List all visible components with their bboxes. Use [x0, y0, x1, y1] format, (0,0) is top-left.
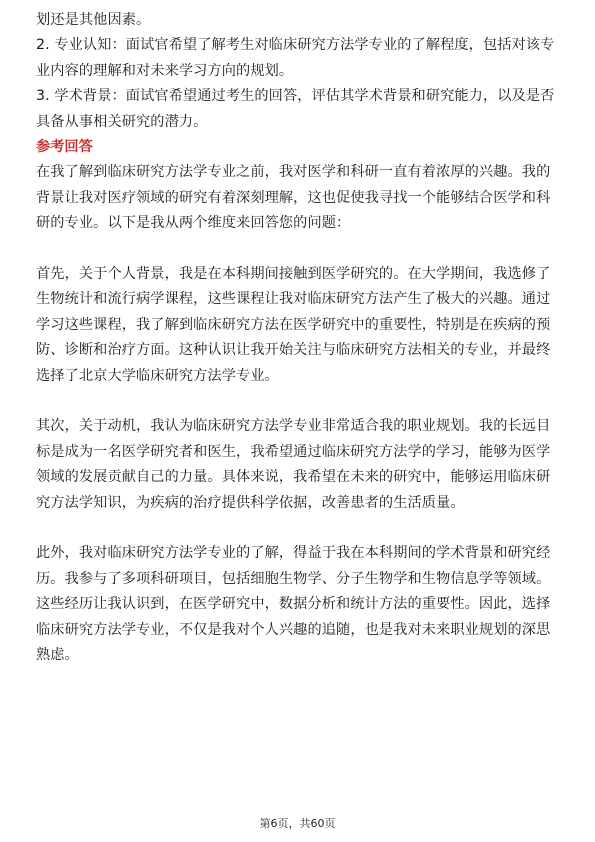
document-body	[36, 8, 560, 669]
answer-heading: 参考回答	[36, 139, 93, 156]
list-item-1-tail: 划还是其他因素。	[36, 12, 151, 28]
answer-paragraph-3: 其次，关于动机，我认为临床研究方法学专业非常适合我的职业规划。我的长远目标是成为一名医学研究者和医生，我希望通过临床研究方法学的学习，能够为医学领域的发展贡献自己的力量。具体来说，我希望在未来的研究中，能够运用临床研究方法学知识，为疾病的治疗提供科学依据，改善患者的生活质量。	[36, 418, 551, 511]
answer-paragraph-2: 首先，关于个人背景，我是在本科期间接触到医学研究的。在大学期间，我选修了生物统计和流行病学课程，这些课程让我对临床研究方法产生了极大的兴趣。通过学习这些课程，我了解到临床研究方法在医学研究中的重要性，特别是在疾病的预防、诊断和治疗方面。这种认识让我开始关注与临床研究方法相关的专业，并最终选择了北京大学临床研究方法学专业。	[36, 266, 551, 384]
paragraph-spacer	[36, 516, 560, 541]
paragraph-spacer	[36, 237, 560, 262]
page-number: 第6页，共60页	[259, 817, 336, 830]
list-item-2: 2. 专业认知：面试官希望了解考生对临床研究方法学专业的了解程度，包括对该专业内容的理解和对未来学习方向的规划。	[36, 37, 555, 79]
answer-paragraph-1: 在我了解到临床研究方法学专业之前，我对医学和科研一直有着浓厚的兴趣。我的背景让我对医疗领域的研究有着深刻理解，这也促使我寻找一个能够结合医学和科研的专业。以下是我从两个维度来回答您的问题：	[36, 164, 551, 232]
paragraph-spacer	[36, 389, 560, 414]
answer-paragraph-4: 此外，我对临床研究方法学专业的了解，得益于我在本科期间的学术背景和研究经历。我参与了多项科研项目，包括细胞生物学、分子生物学和生物信息学等领域。这些经历让我认识到，在医学研究中，数据分析和统计方法的重要性。因此，选择临床研究方法学专业，不仅是我对个人兴趣的追随，也是我对未来职业规划的深思熟虑。	[36, 545, 551, 664]
list-item-3: 3. 学术背景：面试官希望通过考生的回答，评估其学术背景和研究能力，以及是否具备从事相关研究的潜力。	[36, 88, 555, 130]
